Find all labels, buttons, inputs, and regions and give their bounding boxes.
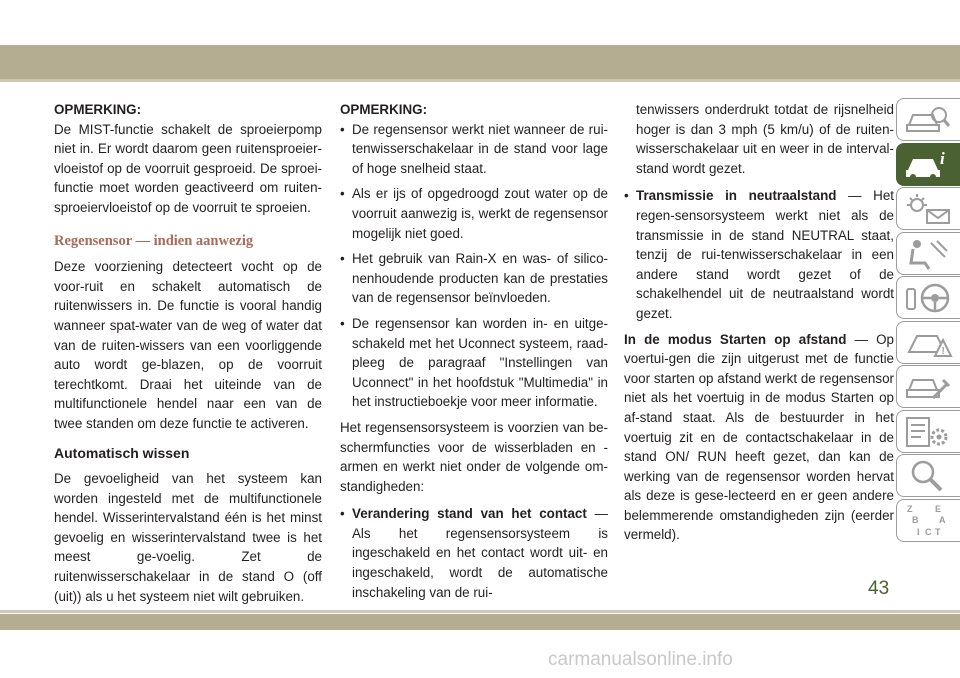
list-item-bold: Transmissie in neutraalstand [636,188,837,204]
svg-text:Z: Z [907,503,913,514]
car-info-icon [903,148,953,182]
watermark: carmanualsonline.info [548,649,733,670]
steering-wheel-icon [903,281,953,315]
list-item [624,186,894,323]
tab-index[interactable] [896,499,960,542]
tab-warning-triangle[interactable] [896,321,960,364]
chapter-tabs [896,98,960,543]
list-item: • Als er ijs of opgedroogd zout water op de voorruit aanwezig is, werkt de regensensor mogelijk niet goed. [340,184,608,243]
car-magnifier-icon [903,103,953,137]
page-number: 43 [868,578,890,599]
tab-steering-wheel[interactable] [896,276,960,319]
subsection-text: De gevoeligheid van het systeem kan worden ingesteld met de multifunctionele hendel. Wisserintervalstand één is het minst gevoelig en wisserintervalstand twee is het meest ge-voelig. Zet de ruitenwisserschakelaar in de stand O (off (uit)) als u het systeem niet wilt gebruiken. [54,471,322,604]
svg-text:T: T [935,526,941,537]
tab-warning-lights[interactable] [896,187,960,230]
subsection-title-auto-wipe: Automatisch wissen [54,444,190,461]
airbag-seat-icon [903,237,953,271]
svg-text:C: C [925,526,932,537]
search-icon [903,459,953,493]
warning-triangle-icon [903,326,953,360]
note-title: OPMERKING: [54,102,142,117]
note-title: OPMERKING: [340,102,428,117]
warning-lights-icon [903,192,953,226]
footer-rule [0,610,960,613]
paragraph [624,330,894,546]
list-item-text: — Het regen-sensorsysteem werkt niet als de transmissie in de stand NEUTRAL staat, tenzij de rui-tenwisserschakelaar in een andere stand wordt gezet of de schakelhendel uit de neutraalstand wordt gezet. [636,188,895,321]
paragraph: Het regensensorsysteem is voorzien van be-schermfuncties voor de wisserbladen en -armen en werkt niet onder de volgende om-standigheden: [340,419,608,494]
footer-band [0,614,960,630]
list-item-bold: Verandering stand van het contact [352,506,587,522]
svg-text:A: A [939,514,946,525]
specs-gear-icon [903,415,953,449]
column-2 [340,100,608,608]
svg-text:i: i [940,148,945,168]
paragraph-text: — Op voertui-gen die zijn uitgerust met de functie voor starten op afstand werkt de regensensor niet als het voertuig in de modus Starten op af-stand staat. Als de bestuurder in het voertuig zit en de contactschakelaar in de stand ON/ RUN heeft gezet, dan kan de werking van de regensensor worden hervat als deze is gese-lecteerd en er geen andere belemmerende omstandigheden zijn (eerder vermeld). [624,331,894,543]
list-item: • De regensensor kan worden in- en uitge-schakeld met het Uconnect systeem, raad-pleeg de paragraaf "Instellingen van Uconnect" in het hoofdstuk "Multimedia" in het instructieboekje voor meer informatie. [340,314,608,412]
svg-text:E: E [935,503,942,514]
header-band [0,45,960,79]
column-3 [624,100,894,553]
index-letters-icon [903,504,953,538]
column-1 [54,100,322,614]
svg-text:B: B [912,514,919,525]
tab-car-magnifier[interactable] [896,98,960,141]
svg-text:I: I [917,526,920,537]
list-item: • De regensensor werkt niet wanneer de rui-tenwisserschakelaar in de stand voor lage of hoge snelheid staat. [340,120,608,179]
list-item-text: — Als het regensensorsysteem is ingeschakeld en het contact wordt uit- en ingeschakeld, wordt de automatische inschakeling van de rui- [352,506,608,600]
section-title-rain-sensor: Regensensor — indien aanwezig [54,232,254,249]
list-item: • Het gebruik van Rain-X en was- of silico-nenhoudende producten kan de prestaties van de regensensor beïnvloeden. [340,249,608,308]
car-service-icon [903,370,953,404]
header-rule [0,79,960,82]
paragraph-bold: In de modus Starten op afstand [624,331,847,347]
tab-search[interactable] [896,454,960,497]
tab-car-info[interactable] [896,143,960,186]
continued-text: tenwissers onderdrukt totdat de rijsnelheid hoger is dan 3 mph (5 km/u) of de ruiten-wisserschakelaar uit en weer in de interval-stand wordt gezet. [636,102,894,176]
list-item [340,504,608,602]
note-text: De MIST-functie schakelt de sproeierpomp niet in. Er wordt daarom geen ruitensproeier-vloeistof op de voorruit gesproeid. De sproei-functie moet worden geactiveerd om ruiten-sproeiervloeistof op de voorruit te sproeien. [54,121,322,215]
tab-airbag-seat[interactable] [896,232,960,275]
tab-car-service[interactable] [896,365,960,408]
svg-text:!: ! [941,345,945,357]
section-text: Deze voorziening detecteert vocht op de voor-ruit en schakelt automatisch de ruitenwissers in. De functie is vooral handig wanneer spat-water van de weg of water dat van de ruiten-wissers van een voorliggende auto wordt ge-blazen, op de voorruit terechtkomt. Draai het uiteinde van de multifunctionele hendel naar een van de twee standen om deze functie te activeren. [54,259,322,431]
tab-specs-gear[interactable] [896,410,960,453]
